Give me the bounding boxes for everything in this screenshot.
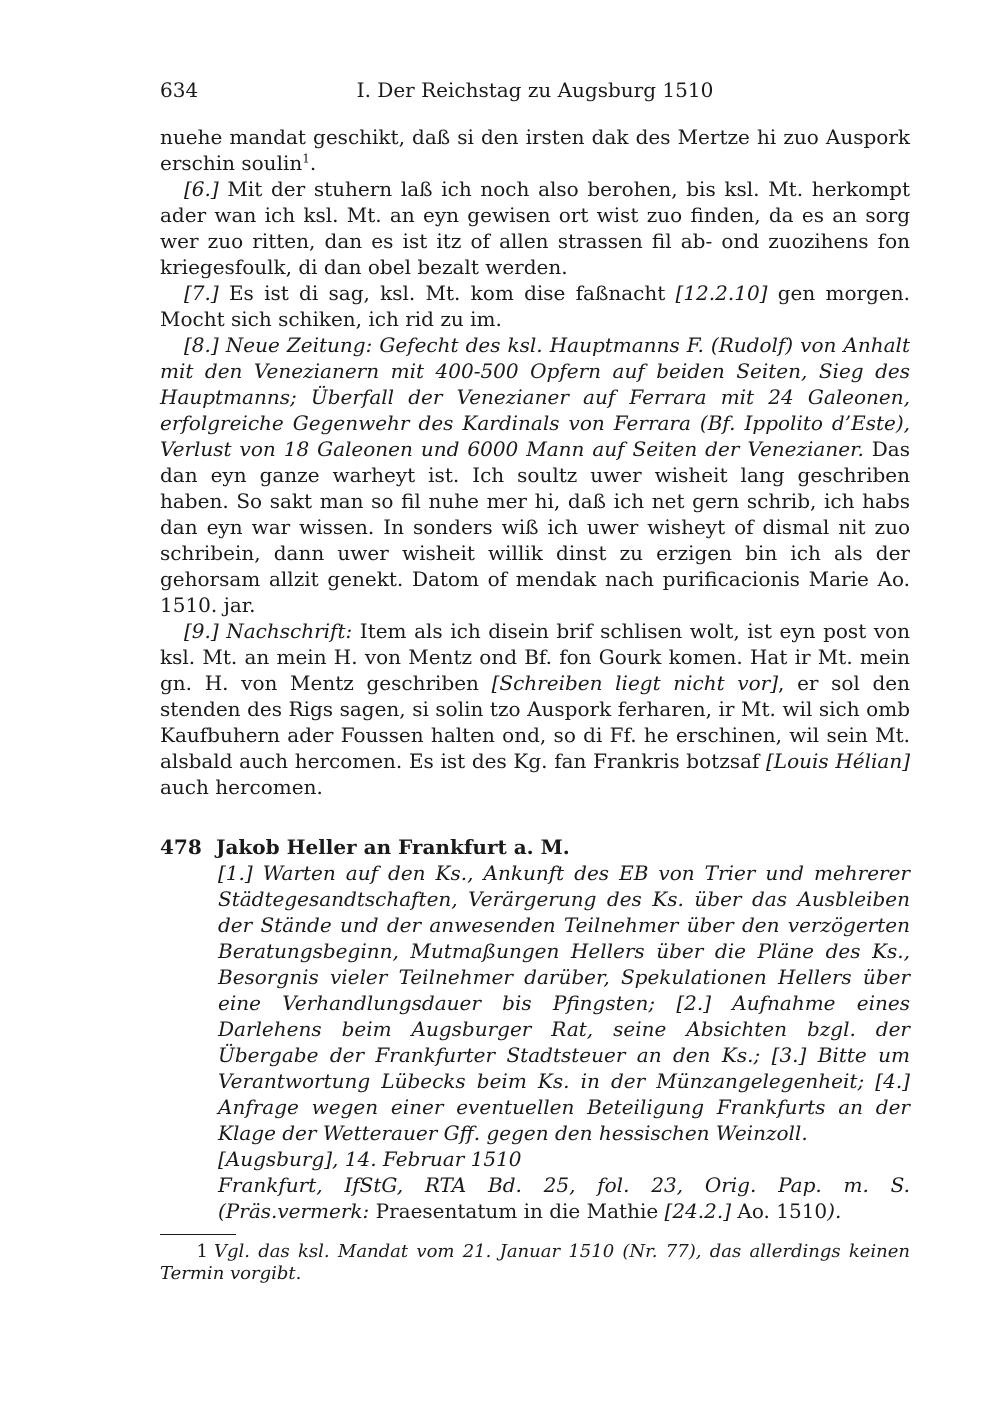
- document-title: Jakob Heller an Frankfurt a. M.: [216, 835, 570, 859]
- footnote-rule: [160, 1234, 236, 1235]
- source-text: Praesentatum in die Mathie: [369, 1199, 665, 1223]
- document-heading: [160, 834, 910, 860]
- footnote: [160, 1241, 910, 1285]
- paragraph-7: [160, 280, 910, 332]
- editorial-date: [12.2.10]: [675, 281, 768, 305]
- footnote-ref: 1: [302, 151, 310, 166]
- paragraph-text: Mit der stuhern laß ich noch also berohen, bis ksl. Mt. herkompt ader wan ich ksl. Mt. an eyn gewisen ort wist zuo finden, da es an sorg wer zuo ritten, dan es ist itz of allen strassen fil ab- ond zuozihens fon kriegesfoulk, di dan obel bezalt werden.: [160, 177, 910, 279]
- paragraph-text: gen morgen. Mocht sich schiken, ich rid zu im.: [160, 281, 910, 331]
- paragraph-marker: [7.]: [184, 281, 219, 305]
- source-text: Ao. 1510: [731, 1199, 828, 1223]
- paragraph-9: [160, 618, 910, 800]
- page: [160, 78, 910, 1303]
- footnote-number: 1: [196, 1241, 208, 1262]
- paragraph-text: , er sol den stenden des Rigs sagen, si solin tzo Auspork ferharen, ir Mt. wil sich omb Kaufbuhern ader Foussen halten ond, so di Ff. he erschinen, wil sein Mt. alsbald auch hercomen. Es ist des Kg. fan Frankris botzsaf: [160, 671, 911, 773]
- paragraph-text: nuehe mandat geschikt, daß si den irsten dak des Mertze hi zuo Auspork erschin soulin: [160, 125, 910, 175]
- document-summary: [1.] Warten auf den Ks., Ankunft des EB von Trier und mehrerer Städtegesandtschaften, Verärgerung des Ks. über das Ausbleiben der Stände und der anwesenden Teilnehmer über den verzögerten Beratungsbeginn, Mutmaßungen Hellers über die Pläne des Ks., Besorgnis vieler Teilnehmer darüber, Spekulationen Hellers über eine Verhandlungsdauer bis Pfingsten; [2.] Aufnahme eines Darlehens beim Augsburger Rat, seine Absichten bzgl. der Übergabe der Frankfurter Stadtsteuer an den Ks.; [3.] Bitte um Verantwortung Lübecks beim Ks. in der Münzangelegenheit; [4.] Anfrage wegen einer eventuellen Beteiligung Frankfurts an der Klage der Wetterauer Gff. gegen den hessischen Weinzoll.: [218, 861, 910, 1145]
- paragraph-text: Item als ich disein brif schlisen wolt, ist eyn post von ksl. Mt. an mein H. von Mentz ond Bf. fon Gourk komen. Hat ir Mt. mein gn. H. von Mentz geschriben: [160, 619, 911, 695]
- paragraph-8: [160, 332, 910, 618]
- source-text: ).: [827, 1199, 842, 1223]
- document-block: [218, 860, 910, 1224]
- paragraph-text: Das dan eyn ganze warheyt ist. Ich soultz uwer wisheit lang geschriben haben. So sakt man so fil nuhe mer hi, daß ich net gern schrib, ich habs dan eyn war wissen. In sonders wiß ich uwer wisheyt of dismal nit zuo schribein, dann uwer wisheit willik dinst zu erzigen bin ich als der gehorsam allzit genekt. Datom of mendak nach purificacionis Marie Ao. 1510. jar.: [160, 437, 910, 617]
- paragraph-text: Es ist di sag, ksl. Mt. kom dise faßnacht: [218, 281, 676, 305]
- page-number: 634: [160, 78, 199, 102]
- running-title: I. Der Reichstag zu Augsburg 1510: [356, 78, 714, 102]
- editorial-name: [Louis Hélian]: [766, 749, 911, 773]
- body-text: [160, 124, 910, 800]
- editorial-note: [Schreiben liegt nicht vor]: [491, 671, 779, 695]
- document-number: 478: [160, 835, 202, 859]
- editorial-summary: [8.] Neue Zeitung: Gefecht des ksl. Hauptmanns F. (Rudolf) von Anhalt mit den Venezianern mit 400-500 Opfern auf beiden Seiten, Sieg des Hauptmanns; Überfall der Venezianer auf Ferrara mit 24 Galeonen, erfolgreiche Gegenwehr des Kardinals von Ferrara (Bf. Ippolito d’Este), Verlust von 18 Galeonen und 6000 Mann auf Seiten der Venezianer.: [160, 333, 910, 461]
- running-head: [160, 78, 910, 108]
- document-date: [Augsburg], 14. Februar 1510: [218, 1147, 522, 1171]
- paragraph-6: [160, 176, 910, 280]
- document-source: [218, 1172, 910, 1224]
- footnote-text: Vgl. das ksl. Mandat vom 21. Januar 1510 (Nr. 77), das allerdings keinen Termin vorgibt.: [160, 1241, 910, 1284]
- paragraph-end: .: [309, 151, 317, 175]
- source-date: [24.2.]: [664, 1199, 732, 1223]
- paragraph-text: auch hercomen.: [160, 775, 323, 799]
- paragraph-continuation: [160, 124, 910, 176]
- paragraph-marker: [9.] Nachschrift:: [184, 619, 353, 643]
- source-text: Frankfurt, IfStG, RTA Bd. 25, fol. 23, Orig. Pap. m. S. (Präs.vermerk:: [218, 1173, 910, 1223]
- paragraph-marker: [6.]: [184, 177, 219, 201]
